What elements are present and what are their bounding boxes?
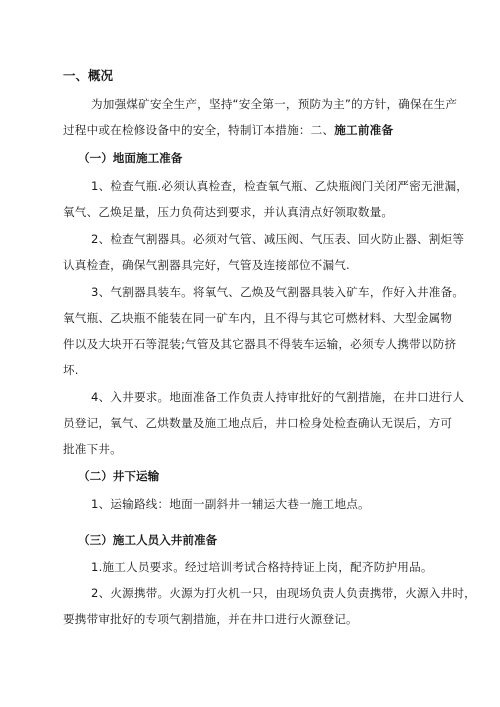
overview-text: 过程中或在检修设备中的安全，特制订本措施：二、 bbox=[63, 123, 335, 137]
subsection-heading-surface-prep: （一）地面施工准备 bbox=[78, 151, 183, 165]
paragraph-line: 2、火源携带。火源为打火机一只，由现场负责人负责携带，火源入井时， bbox=[91, 586, 476, 600]
paragraph-line: 2、检查气割器具。必须对气管、减压阀、气压表、回火防止器、割炬等 bbox=[91, 232, 465, 246]
section-heading-preparation: 施工前准备 bbox=[334, 123, 394, 137]
paragraph-line: 氧气瓶、乙块瓶不能装在同一矿车内，且不得与其它可燃材料、大型金属物 bbox=[63, 311, 453, 325]
paragraph-line: 1、运输路线：地面一副斜井一辅运大巷一施工地点。 bbox=[91, 497, 370, 511]
paragraph-line: 3、气割器具装车。将氧气、乙焕及气割器具装入矿车，作好入井准备。 bbox=[91, 285, 465, 299]
paragraph-line: 氧气、乙焕足量，压力负荷达到要求，并认真清点好领取数量。 bbox=[63, 205, 394, 219]
paragraph-line: 认真检查，确保气割器具完好，气管及连接部位不漏气. bbox=[63, 258, 350, 272]
subsection-heading-personnel-prep: （三）施工人员入井前准备 bbox=[78, 533, 218, 547]
overview-paragraph-line: 为加强煤矿安全生产，坚持“安全第一，预防为主”的方针，确保在生产 bbox=[91, 97, 458, 111]
subsection-heading-underground-transport: （二）井下运输 bbox=[78, 469, 160, 483]
paragraph-line: 1.施工人员要求。经过培训考试合格持持证上岗，配齐防护用品。 bbox=[91, 560, 433, 574]
paragraph-line: 坏. bbox=[63, 363, 79, 377]
paragraph-line: 件以及大块开石等混装;气管及其它器具不得装车运输，必须专人携带以防挤 bbox=[63, 337, 457, 351]
paragraph-line: 1、检查气瓶.必须认真检查，检查氧气瓶、乙炔瓶阀门关闭严密无泄漏， bbox=[91, 179, 469, 193]
overview-paragraph-line-2 bbox=[63, 122, 393, 138]
section-heading-overview: 一、概况 bbox=[63, 68, 114, 83]
paragraph-line: 批准下井。 bbox=[63, 442, 122, 456]
paragraph-line: 4、入井要求。地面准备工作负责人持审批好的气割措施，在井口进行人 bbox=[91, 390, 465, 404]
paragraph-line: 要携带审批好的专项气割措施，并在井口进行火源登记。 bbox=[63, 612, 358, 626]
paragraph-line: 员登记，氧气、乙烘数量及施工地点后，井口检身处检查确认无误后，方可 bbox=[63, 416, 453, 430]
